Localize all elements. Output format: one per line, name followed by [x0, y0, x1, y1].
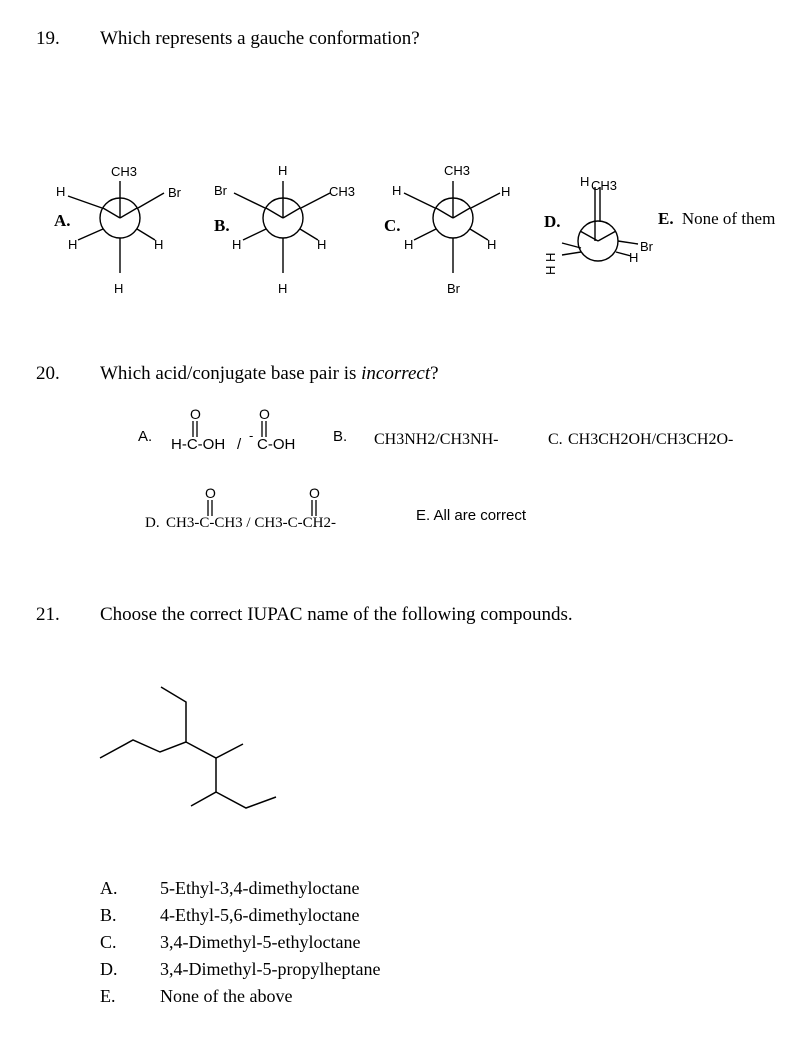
option-21d[interactable]: [100, 959, 380, 980]
option-21e[interactable]: [100, 986, 292, 1007]
skeletal-structure-branch-methyl: [186, 742, 243, 758]
skeletal-structure: [100, 687, 186, 758]
option-20a-base-charge: -: [249, 428, 254, 443]
question-19-number: 19.: [36, 28, 60, 49]
option-21a-label: A.: [100, 878, 118, 898]
option-21b[interactable]: [100, 905, 359, 926]
b-bottom-label: H: [278, 281, 288, 296]
question-21-number: 21.: [36, 604, 60, 625]
skeletal-structure-lower-chain: [191, 758, 216, 806]
option-20a-base: C-OH: [257, 436, 296, 453]
question-20-text-prefix: Which acid/conjugate base pair is: [100, 363, 362, 384]
d-right-br-label: Br: [640, 239, 653, 254]
newman-projection-d[interactable]: [562, 187, 638, 261]
option-21e-label: E.: [100, 986, 116, 1006]
a-lower-right-label: H: [154, 237, 164, 252]
question-20-number: 20.: [36, 363, 60, 384]
b-lower-left-label: H: [232, 237, 242, 252]
option-20d-label[interactable]: D.: [145, 515, 160, 531]
newman-projection-a[interactable]: [68, 181, 164, 273]
skeletal-structure-ethyl: [216, 792, 276, 808]
q20a-acid-oxygen: O: [190, 406, 201, 422]
c-lower-left-label: H: [404, 237, 414, 252]
option-20b-label[interactable]: B.: [333, 428, 348, 445]
question-21-text: Choose the correct IUPAC name of the following compounds.: [100, 604, 573, 625]
option-20c-text[interactable]: CH3CH2OH/CH3CH2O-: [568, 431, 734, 448]
option-21c-label: C.: [100, 932, 117, 952]
b-upper-left-label: Br: [214, 183, 227, 198]
option-21d-text: 3,4-Dimethyl-5-propylheptane: [160, 959, 381, 979]
c-upper-left-label: H: [392, 183, 402, 198]
option-21c[interactable]: [100, 932, 360, 953]
option-19e[interactable]: [658, 209, 775, 228]
c-lower-right-label: H: [487, 237, 497, 252]
option-21d-label: D.: [100, 959, 118, 979]
d-right-h-label: H: [629, 250, 639, 265]
option-20a-separator: /: [237, 436, 242, 453]
a-top-label: CH3: [111, 164, 138, 179]
option-21a[interactable]: [100, 878, 359, 899]
option-21b-label: B.: [100, 905, 117, 925]
a-upper-right-label: Br: [168, 185, 181, 200]
d-top-ch3-label: CH3: [591, 178, 618, 193]
b-top-label: H: [278, 163, 288, 178]
option-19e-label: E.: [658, 209, 674, 228]
option-21e-text: None of the above: [160, 986, 293, 1006]
q20d-left-oxygen: O: [205, 485, 216, 501]
a-upper-left-label: H: [56, 184, 66, 199]
option-20d-text[interactable]: CH3-C-CH3 / CH3-C-CH2-: [166, 515, 337, 531]
option-21a-text: 5-Ethyl-3,4-dimethyloctane: [160, 878, 360, 898]
option-20a-acid: H-C-OH: [171, 436, 226, 453]
question-20-text-suffix: ?: [430, 363, 439, 384]
b-lower-right-label: H: [317, 237, 327, 252]
q20a-base-oxygen: O: [259, 406, 270, 422]
question-20-text-italic: incorrect: [361, 363, 431, 384]
a-lower-left-label: H: [68, 237, 78, 252]
b-upper-right-label: CH3: [329, 184, 356, 199]
option-19a-label: A.: [54, 211, 71, 230]
d-left-h2-label: H: [543, 265, 558, 275]
option-19b-label: B.: [214, 216, 230, 235]
c-top-label: CH3: [444, 163, 471, 178]
d-top-h-label: H: [580, 174, 590, 189]
option-21b-text: 4-Ethyl-5,6-dimethyloctane: [160, 905, 360, 925]
option-20e-text: All are correct: [433, 507, 527, 524]
option-21c-text: 3,4-Dimethyl-5-ethyloctane: [160, 932, 361, 952]
option-20a-label: A.: [138, 428, 153, 445]
question-19-text: Which represents a gauche conformation?: [100, 28, 420, 49]
option-20c-label[interactable]: C.: [548, 431, 563, 448]
c-bottom-label: Br: [447, 281, 460, 296]
question-20-text: [100, 363, 439, 385]
option-19e-text: None of them: [681, 209, 776, 228]
q20d-right-oxygen: O: [309, 485, 320, 501]
d-left-h1-label: H: [543, 252, 558, 262]
newman-projection-b[interactable]: [234, 181, 330, 273]
option-19d-label: D.: [544, 212, 561, 231]
option-20a[interactable]: [138, 428, 152, 445]
option-19c-label: C.: [384, 216, 401, 235]
c-upper-right-label: H: [501, 184, 511, 199]
option-20e[interactable]: [416, 507, 526, 524]
option-20b-text[interactable]: CH3NH2/CH3NH-: [374, 431, 499, 448]
newman-projection-c[interactable]: [404, 181, 500, 273]
option-20e-label: E.: [416, 507, 431, 524]
a-bottom-label: H: [114, 281, 124, 296]
